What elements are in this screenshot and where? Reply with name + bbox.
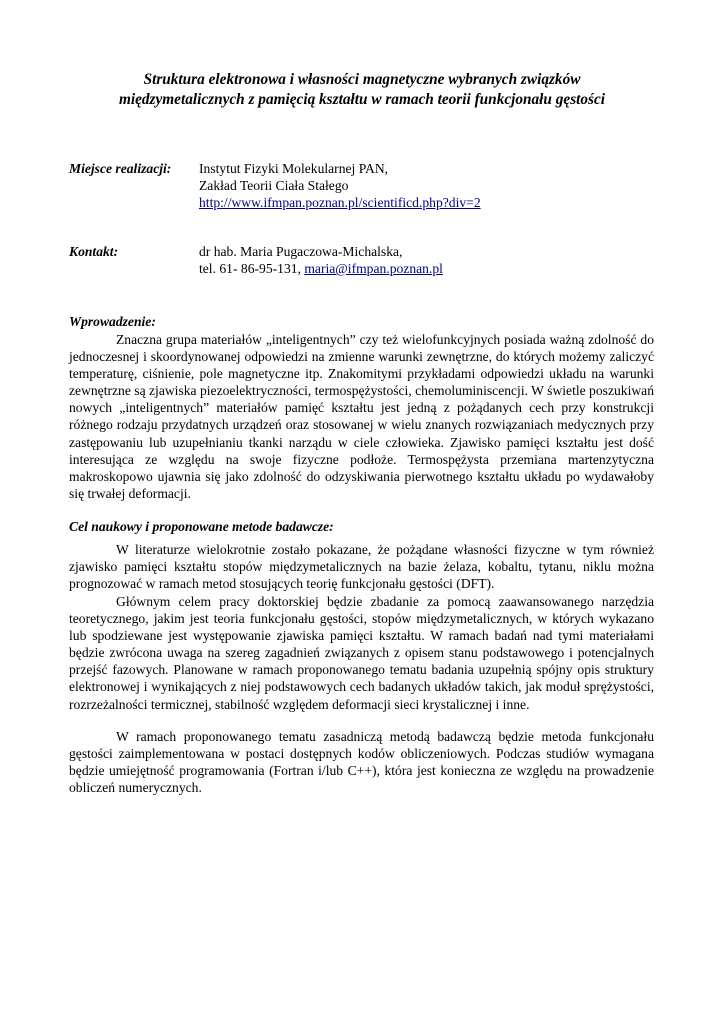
document-title — [40, 70, 684, 110]
goals-paragraph-3: W ramach proponowanego tematu zasadniczą metodą badawczą będzie metoda funkcjonału gęstości zaimplementowana w postaci dostępnych kodów obliczeniowych. Podczas studiów wymagana będzie umiejętność programowania (Fortran i/lub C++), która jest konieczna ze względu na prowadzenie obliczeń numerycznych. — [69, 729, 654, 796]
location-line-1: Instytut Fizyki Molekularnej PAN, — [199, 161, 389, 176]
contact-value — [199, 243, 443, 277]
intro-heading: Wprowadzenie: — [69, 314, 156, 329]
contact-label: Kontakt: — [69, 244, 119, 259]
contact-phone: tel. 61- 86-95-131, — [199, 261, 305, 276]
contact-email-link[interactable]: maria@ifmpan.poznan.pl — [304, 261, 443, 276]
contact-name: dr hab. Maria Pugaczowa-Michalska, — [199, 244, 403, 259]
location-value — [199, 160, 481, 211]
title-line-1: Struktura elektronowa i własności magnetyczne wybranych związków — [143, 71, 581, 88]
goals-paragraph-1: W literaturze wielokrotnie zostało pokazane, że pożądane własności fizyczne w tym również zjawisko pamięci kształtu stopów międzymetalicznych na bazie żelaza, kobaltu, tytanu, niklu można prognozować w ramach metod stosujących teorię funkcjonału gęstości (DFT). — [69, 542, 654, 592]
location-line-2: Zakład Teorii Ciała Stałego — [199, 178, 349, 193]
goals-paragraph-2: Głównym celem pracy doktorskiej będzie zbadanie za pomocą zaawansowanego narzędzia teoretycznego, jakim jest teoria funkcjonału gęstości, stopów międzymetalicznych, w których wykazano lub spodziewane jest występowanie zjawiska pamięci kształtu. W ramach badań nad tymi materiałami będzie zwrócona uwaga na szereg zagadnień związanych z opisem stanu podstawowego i potencjalnych przejść fazowych. Planowane w ramach proponowanego tematu badania uzupełnią spójny opis struktury elektronowej i wynikających z niej podstawowych cech badanych układów takich, jak moduł sprężystości, rozrzeżalności termicznej, stabilność względem deformacji sieci krystalicznej i inne. — [69, 594, 654, 712]
intro-paragraph: Znaczna grupa materiałów „inteligentnych” czy też wielofunkcyjnych posiada ważną zdolność do jednoczesnej i skoordynowanej odpowiedzi na zmienne warunki zewnętrzne, do których możemy zaliczyć temperaturę, ciśnienie, pole magnetyczne itp. Znakomitymi przykładami odpowiedzi układu na warunki zewnętrzne są zjawiska piezoelektryczności, termospężystości, chemoluminiscencji. W świetle poszukiwań nowych „inteligentnych” materiałów pamięć kształtu jest jedną z pożądanych cech przy konstrukcji różnego rodzaju przydatnych urządzeń oraz stosowanej w wielu znanych rozwiązaniach medycznych przy zastępowaniu lub uzupełnianiu tkanki narządu w ciele człowieka. Zjawisko pamięci kształtu jest dość interesująca ze względu na swoje fizyczne podłoże. Termospężysta przemiana martenzytyczna makroskopowo ujawnia się jako zdolność do odzyskiwania pierwotnego kształtu układu po wydawałoby się trwałej deformacji. — [69, 332, 654, 501]
title-line-2: międzymetalicznych z pamięcią kształtu w ramach teorii funkcjonału gęstości — [118, 91, 606, 108]
location-label: Miejsce realizacji: — [69, 161, 172, 176]
goals-heading: Cel naukowy i proponowane metode badawcze: — [69, 519, 334, 534]
location-url-link[interactable]: http://www.ifmpan.poznan.pl/scientificd.php?div=2 — [199, 195, 481, 210]
